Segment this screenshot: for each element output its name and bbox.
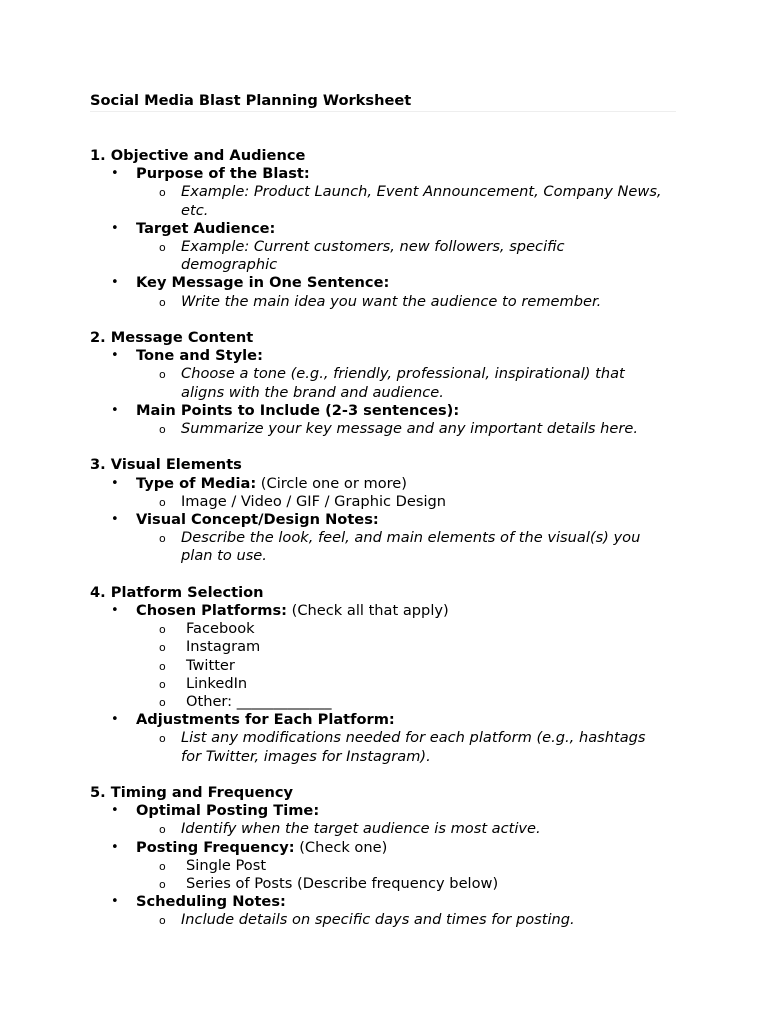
sub-item (136, 493, 676, 511)
sub-item-text: Example: Current customers, new followers, specific demographic (181, 238, 565, 274)
sub-item (136, 183, 676, 219)
section-item-list (90, 475, 676, 566)
section-item-list (90, 347, 676, 438)
section-item-list (90, 602, 676, 766)
sub-bullet-icon: o (159, 241, 166, 255)
sub-item-text: Include details on specific days and times for posting. (181, 911, 575, 929)
sub-item-text: List any modifications needed for each platform (e.g., hashtags for Twitter, images for Instagram). (181, 729, 646, 765)
bullet-icon: • (111, 475, 119, 491)
sub-item (136, 911, 676, 929)
sub-bullet-icon: o (159, 859, 166, 873)
sub-item (136, 420, 676, 438)
sub-bullet-icon: o (159, 878, 166, 892)
section-4 (90, 584, 676, 766)
sub-item-text: LinkedIn (186, 674, 248, 692)
worksheet-item (90, 220, 676, 275)
section-1 (90, 147, 676, 311)
sub-item-list (136, 820, 676, 838)
checklist-option[interactable] (136, 857, 676, 875)
checklist-option[interactable] (136, 875, 676, 893)
sub-bullet-icon: o (159, 659, 166, 673)
sub-bullet-icon: o (159, 295, 166, 309)
worksheet-item (90, 511, 676, 566)
sub-item (136, 365, 676, 401)
worksheet-item (90, 475, 676, 511)
sub-bullet-icon: o (159, 823, 166, 837)
item-label: Posting Frequency: (136, 838, 295, 856)
section-2 (90, 329, 676, 438)
sub-item-list (136, 620, 676, 711)
sub-bullet-icon: o (159, 423, 166, 437)
sub-item (136, 729, 676, 765)
bullet-icon: • (111, 803, 119, 819)
sub-item-list (136, 238, 676, 274)
sub-item-list (136, 529, 676, 565)
sub-item-text: Instagram (186, 638, 261, 656)
item-label: Adjustments for Each Platform: (136, 711, 395, 729)
bullet-icon: • (111, 603, 119, 619)
worksheet-item (90, 839, 676, 894)
bullet-icon: • (111, 512, 119, 528)
worksheet-item (90, 274, 676, 310)
sub-item-text: Choose a tone (e.g., friendly, professional, inspirational) that aligns with the brand and audience. (181, 365, 625, 401)
bullet-icon: • (111, 894, 119, 910)
sub-item-text: Twitter (186, 656, 235, 674)
sub-bullet-icon: o (159, 914, 166, 928)
bullet-icon: • (111, 166, 119, 182)
section-item-list (90, 165, 676, 311)
item-label: Type of Media: (136, 474, 257, 492)
sub-item (136, 529, 676, 565)
sub-item-text: Series of Posts (Describe frequency below) (186, 875, 499, 893)
sub-bullet-icon: o (159, 532, 166, 546)
worksheet-item (90, 402, 676, 438)
section-heading: 3. Visual Elements (90, 456, 242, 474)
sub-item-list (136, 729, 676, 765)
item-label: Main Points to Include (2-3 sentences): (136, 401, 460, 419)
worksheet-item (90, 602, 676, 711)
checklist-option[interactable] (136, 620, 676, 638)
bullet-icon: • (111, 275, 119, 291)
sub-item-list (136, 420, 676, 438)
checklist-option[interactable] (136, 657, 676, 675)
sub-item-text: Example: Product Launch, Event Announcement, Company News, etc. (181, 183, 662, 219)
document-title: Social Media Blast Planning Worksheet (90, 92, 412, 109)
sub-item-text: Summarize your key message and any important details here. (181, 420, 639, 438)
sub-item-text: Other: _____________ (186, 693, 332, 711)
checklist-option[interactable] (136, 675, 676, 693)
section-heading: 2. Message Content (90, 329, 254, 347)
checklist-option[interactable] (136, 638, 676, 656)
sub-bullet-icon: o (159, 677, 166, 691)
sub-item-list (136, 911, 676, 929)
sub-bullet-icon: o (159, 623, 166, 637)
worksheet-item (90, 711, 676, 766)
section-heading: 4. Platform Selection (90, 583, 264, 601)
sub-bullet-icon: o (159, 732, 166, 746)
checklist-option[interactable] (136, 693, 676, 711)
sub-bullet-icon: o (159, 641, 166, 655)
sub-item (136, 293, 676, 311)
sub-bullet-icon: o (159, 495, 166, 509)
sub-item-text: Describe the look, feel, and main elements of the visual(s) you plan to use. (181, 529, 641, 565)
item-label: Target Audience: (136, 219, 276, 237)
sub-bullet-icon: o (159, 368, 166, 382)
item-label: Scheduling Notes: (136, 893, 286, 911)
sub-item-text: Identify when the target audience is most active. (181, 820, 541, 838)
item-label: Purpose of the Blast: (136, 165, 310, 183)
title-divider (90, 111, 676, 112)
bullet-icon: • (111, 712, 119, 728)
sub-item-list (136, 293, 676, 311)
section-5 (90, 784, 676, 930)
section-heading: 1. Objective and Audience (90, 147, 306, 164)
item-instruction: (Check all that apply) (287, 602, 449, 620)
bullet-icon: • (111, 348, 119, 364)
item-instruction: (Circle one or more) (256, 474, 407, 492)
sub-bullet-icon: o (159, 186, 166, 200)
sub-item-list (136, 365, 676, 401)
sub-item-text: Image / Video / GIF / Graphic Design (181, 492, 447, 510)
sub-item-text: Facebook (186, 620, 255, 638)
worksheet-item (90, 802, 676, 838)
worksheet-content (90, 147, 676, 930)
section-item-list (90, 802, 676, 929)
sub-item-text: Single Post (186, 856, 267, 874)
sub-item-text: Write the main idea you want the audience to remember. (181, 292, 602, 310)
sub-item-list (136, 857, 676, 893)
worksheet-item (90, 893, 676, 929)
section-heading: 5. Timing and Frequency (90, 784, 294, 802)
worksheet-item (90, 347, 676, 402)
bullet-icon: • (111, 402, 119, 418)
item-label: Tone and Style: (136, 347, 263, 365)
item-label: Optimal Posting Time: (136, 802, 320, 820)
sub-item (136, 238, 676, 274)
sub-item-list (136, 493, 676, 511)
sub-item-list (136, 183, 676, 219)
item-label: Chosen Platforms: (136, 602, 288, 620)
item-label: Visual Concept/Design Notes: (136, 511, 379, 529)
sub-item (136, 820, 676, 838)
section-3 (90, 456, 676, 565)
item-label: Key Message in One Sentence: (136, 274, 390, 292)
sub-bullet-icon: o (159, 696, 166, 710)
worksheet-item (90, 165, 676, 220)
bullet-icon: • (111, 220, 119, 236)
item-instruction: (Check one) (294, 838, 388, 856)
bullet-icon: • (111, 839, 119, 855)
